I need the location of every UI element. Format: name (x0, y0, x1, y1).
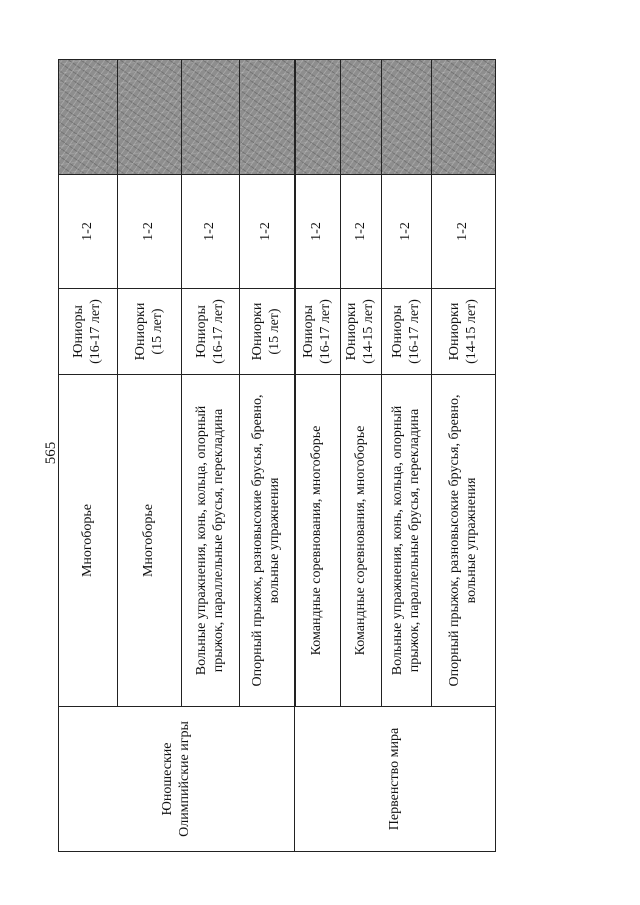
places-cell: 1-2 (432, 175, 496, 289)
places-cell: 1-2 (182, 175, 240, 289)
discipline-cell: Вольные упражнения, конь, кольца, опорный прыжок, параллельные брусья, перекладина (382, 375, 432, 707)
places-cell: 1-2 (382, 175, 432, 289)
shaded-cell (382, 60, 432, 175)
category-cell: Юниоры (16-17 лет) (59, 289, 118, 375)
shaded-cell (432, 60, 496, 175)
category-cell: Юниоры (16-17 лет) (295, 289, 341, 375)
discipline-cell: Командные соревнования, многоборье (341, 375, 382, 707)
shaded-cell (240, 60, 295, 175)
competition-cell: Юношеские Олимпийские игры (59, 707, 295, 852)
places-cell: 1-2 (118, 175, 182, 289)
places-cell: 1-2 (341, 175, 382, 289)
discipline-cell: Многоборье (118, 375, 182, 707)
category-cell: Юниорки (14-15 лет) (432, 289, 496, 375)
shaded-cell (182, 60, 240, 175)
discipline-cell: Командные соревнования, многоборье (295, 375, 341, 707)
shaded-cell (341, 60, 382, 175)
table-row (295, 60, 341, 852)
places-cell: 1-2 (240, 175, 295, 289)
discipline-cell: Многоборье (59, 375, 118, 707)
category-cell: Юниорки (15 лет) (118, 289, 182, 375)
category-cell: Юниорки (14-15 лет) (341, 289, 382, 375)
category-cell: Юниорки (15 лет) (240, 289, 295, 375)
category-cell: Юниоры (16-17 лет) (382, 289, 432, 375)
page-number: 565 (43, 441, 59, 465)
discipline-cell: Опорный прыжок, разновысокие брусья, бревно, вольные упражнения (432, 375, 496, 707)
shaded-cell (295, 60, 341, 175)
discipline-cell: Вольные упражнения, конь, кольца, опорный прыжок, параллельные брусья, перекладина (182, 375, 240, 707)
competition-cell: Первенство мира (295, 707, 496, 852)
shaded-cell (118, 60, 182, 175)
category-cell: Юниоры (16-17 лет) (182, 289, 240, 375)
rotated-table-container (58, 60, 495, 852)
discipline-cell: Опорный прыжок, разновысокие брусья, бревно, вольные упражнения (240, 375, 295, 707)
places-cell: 1-2 (295, 175, 341, 289)
shaded-cell (59, 60, 118, 175)
table-row (59, 60, 118, 852)
places-cell: 1-2 (59, 175, 118, 289)
competition-table (58, 59, 496, 852)
